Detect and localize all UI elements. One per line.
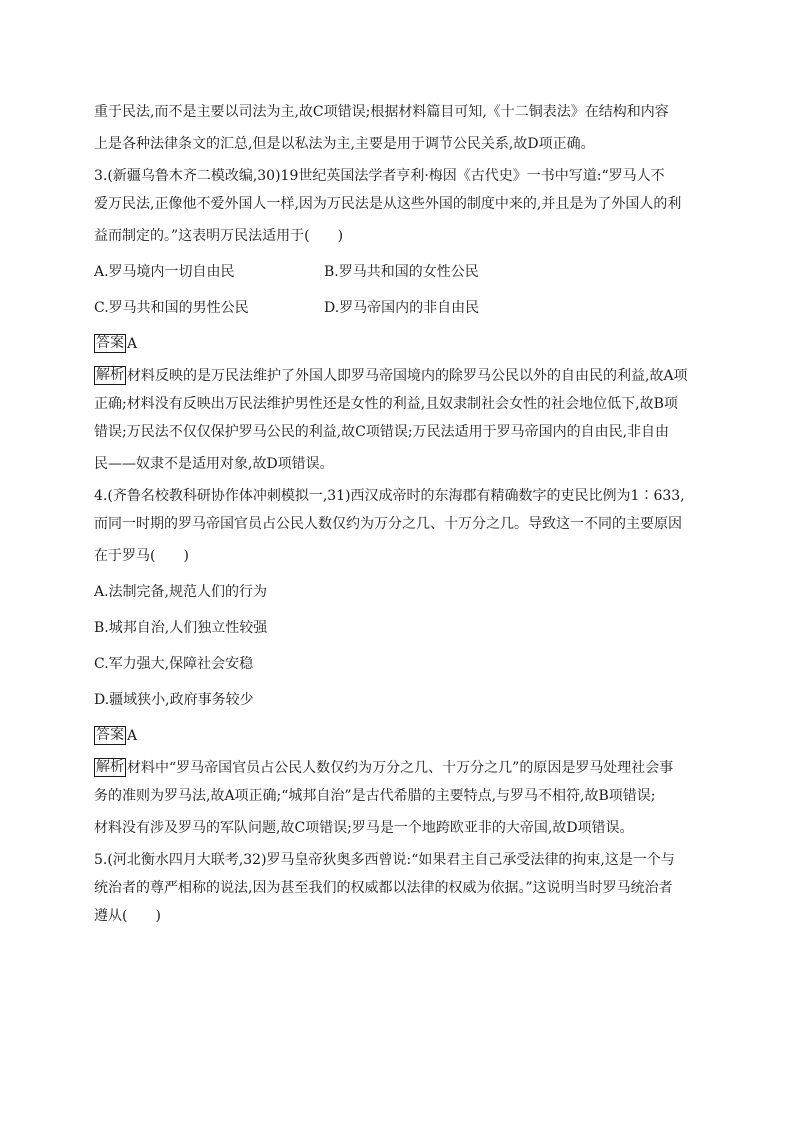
explanation-label: 解析 [96, 366, 124, 383]
option-c: C.军力强大,保障社会安稳 [94, 656, 254, 672]
explanation-text: 材料中“罗马帝国官员占公民人数仅约为万分之几、十万分之几”的原因是罗马处理社会事 [127, 760, 674, 776]
question-3-stem: 3.(新疆乌鲁木齐二模改编,30)19世纪英国法学者亨利·梅因《古代史》一书中写道:“罗马人不 [94, 168, 665, 184]
explanation-text: 材料反映的是万民法维护了外国人即罗马帝国境内的除罗马公民以外的自由民的利益,故A项 [127, 368, 688, 384]
option-b: B.罗马共和国的女性公民 [324, 264, 479, 280]
question-3-explanation: 错误;万民法不仅仅保护罗马公民的利益,故C项错误;万民法适用于罗马帝国内的自由民,非自由 [94, 424, 670, 440]
question-4-answer [94, 718, 700, 754]
question-5-stem: 统治者的尊严相称的说法,因为甚至我们的权威都以法律的权威为依据。”这说明当时罗马统治者 [94, 880, 673, 896]
option-d: D.罗马帝国内的非自由民 [324, 300, 480, 316]
question-3-stem: 益而制定的。”这表明万民法适用于( ) [94, 228, 344, 244]
question-5-stem: 5.(河北衡水四月大联考,32)罗马皇帝狄奥多西曾说:“如果君主自己承受法律的拘束,这是一个与 [94, 852, 675, 868]
question-4-explanation: 务的准则为罗马法,故A项正确;“城邦自治”是古代希腊的主要特点,与罗马不相符,故B项错误; [94, 788, 656, 804]
answer-label: 答案 [96, 334, 124, 351]
question-4-stem: 4.(齐鲁名校教科研协作体冲刺模拟一,31)西汉成帝时的东海郡有精确数字的吏民比例为1∶633, [94, 488, 685, 504]
option-a: A.法制完备,规范人们的行为 [94, 584, 268, 600]
text-line: 重于民法,而不是主要以司法为主,故C项错误;根据材料篇目可知,《十二铜表法》在结构和内容 [94, 104, 669, 120]
question-5-stem: 遵从( ) [94, 908, 161, 924]
question-3-options-row-2 [94, 290, 700, 326]
document-content [94, 98, 700, 930]
question-3-answer [94, 326, 700, 362]
option-d: D.疆域狭小,政府事务较少 [94, 692, 254, 708]
question-4-stem: 而同一时期的罗马帝国官员占公民人数仅约为万分之几、十万分之几。导致这一不同的主要原因 [94, 516, 682, 532]
answer-value: A [127, 728, 138, 744]
question-3-explanation: 民——奴隶不是适用对象,故D项错误。 [94, 456, 334, 472]
question-3-explanation [94, 362, 700, 390]
question-3-options-row-1 [94, 254, 700, 290]
option-b: B.城邦自治,人们独立性较强 [94, 620, 268, 636]
option-c: C.罗马共和国的男性公民 [94, 300, 249, 316]
question-3-explanation: 正确;材料没有反映出万民法维护男性还是女性的利益,且奴隶制社会女性的社会地位低下,故B项 [94, 396, 678, 412]
question-3-stem: 爱万民法,正像他不爱外国人一样,因为万民法是从这些外国的制度中来的,并且是为了外国人的利 [94, 196, 682, 212]
option-a: A.罗马境内一切自由民 [94, 264, 235, 280]
explanation-label: 解析 [96, 758, 124, 775]
answer-value: A [127, 336, 138, 352]
text-line: 上是各种法律条文的汇总,但是以私法为主,主要是用于调节公民关系,故D项正确。 [94, 136, 595, 152]
question-4-explanation: 材料没有涉及罗马的军队问题,故C项错误;罗马是一个地跨欧亚非的大帝国,故D项错误。 [94, 820, 634, 836]
answer-label: 答案 [96, 726, 124, 743]
question-4-stem: 在于罗马( ) [94, 548, 189, 564]
question-4-explanation [94, 754, 700, 782]
